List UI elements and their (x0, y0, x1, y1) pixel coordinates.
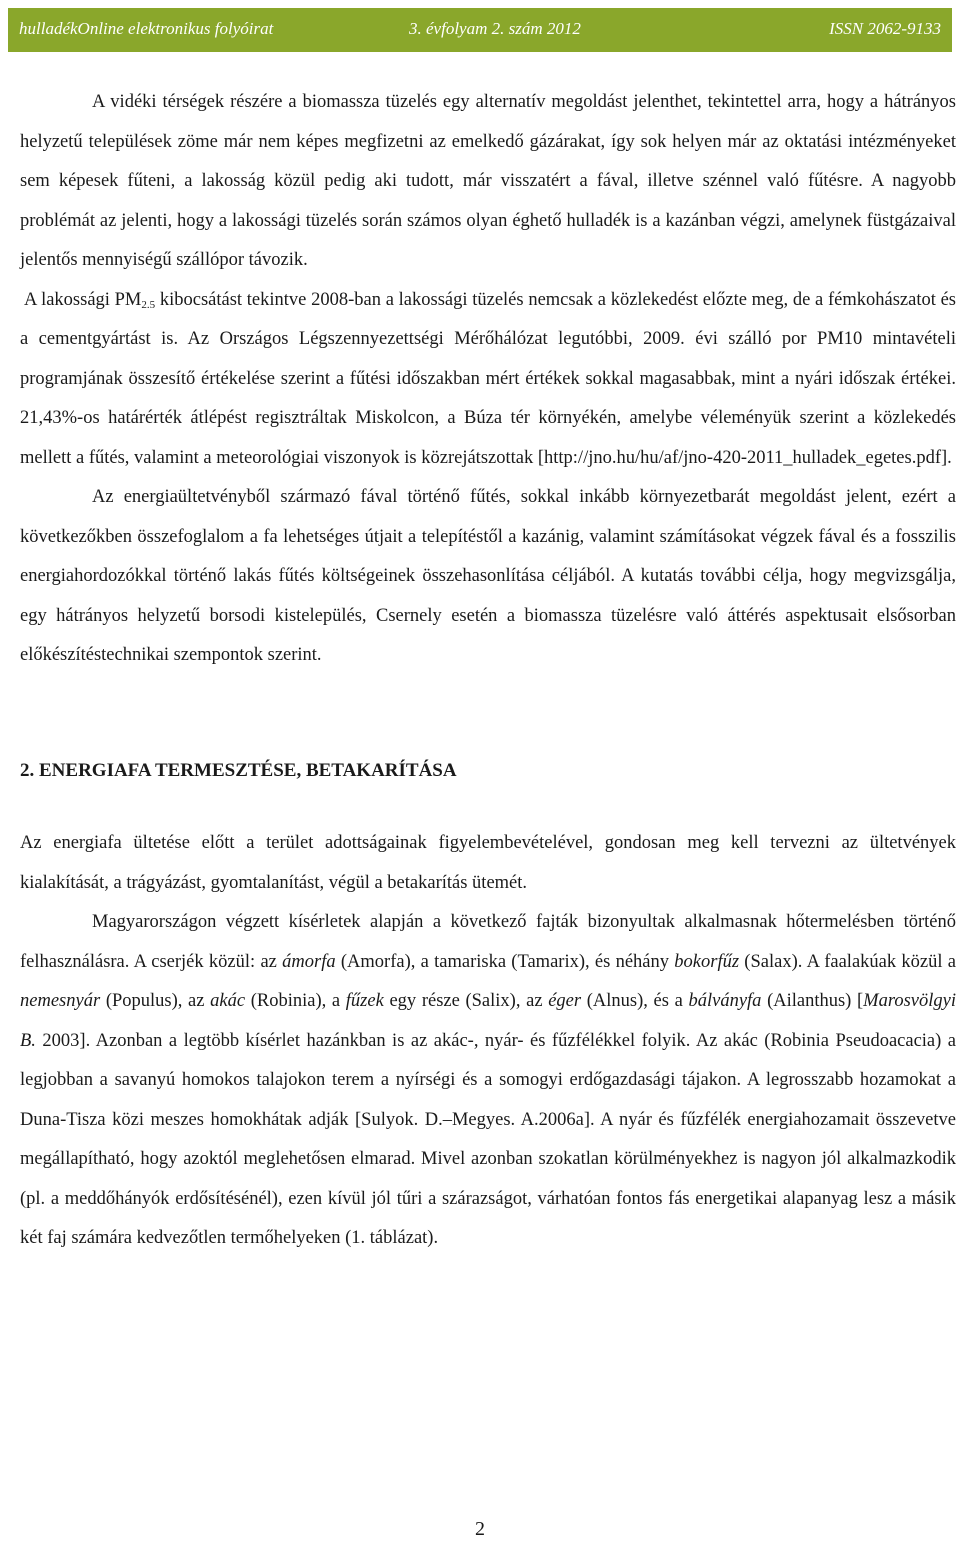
p5-text: (Alnus), és a (581, 991, 689, 1011)
paragraph-3: Az energiaültetvényből származó fával történő fűtés, sokkal inkább környezetbarát megoldást jelent, ezért a következőkben összefoglalom a fa lehetséges útjait a telepítéstől a kazánig, valamint számításokat végzek fával és a fosszilis energiahordozókkal történő lakás fűtés költségeinek összehasonlítása céljából. A kutatás további célja, hogy megvizsgálja, egy hátrányos helyzetű borsodi kistelepülés, Csernely esetén a biomassza tüzelésre való áttérés aspektusait elsősorban előkészítéstechnikai szempontok szerint. (20, 487, 956, 665)
p5-text: egy része (Salix), az (383, 991, 549, 1011)
p5-text: (Ailanthus) [ (761, 991, 864, 1011)
species-name: bálványfa (688, 991, 762, 1011)
citation-author: Marosvölgyi B. (20, 991, 956, 1051)
species-name: éger (548, 991, 582, 1011)
paragraph-2-text: kibocsátást tekintve 2008-ban a lakossági tüzelés nemcsak a közlekedést előzte meg, de a fémkohászatot és a cementgyártást is. Az Országos Légszennyezettségi Mérőhálózat legutóbbi, 2009. évi szálló por PM10 mintavételi programjának összesítő értékelése szerint a fűtési időszakban mért értékek sokkal magasabbak, mint a nyári időszak értékei. 21,43%-os határérték átlépést regisztráltak Miskolcon, a Búza tér környékén, amelybe véleményük szerint a közlekedés mellett a fűtés, valamint a meteorológiai viszonyok is közrejátszottak [http://jno.hu/hu/af/jno-420-2011_hulladek_egetes.pdf]. (20, 289, 956, 468)
section-heading: 2. ENERGIAFA TERMESZTÉSE, BETAKARÍTÁSA (20, 759, 457, 781)
species-name: fűzek (345, 991, 384, 1011)
issue-info: 3. évfolyam 2. szám 2012 (409, 19, 581, 38)
species-name: akác (210, 991, 246, 1011)
p5-text: 2003]. Azonban a legtöbb kísérlet hazánkban is az akác-, nyár- és fűzfélékkel folyik. Az akác (Robinia Pseudoacacia) a legjobban a savanyú homokos talajokon terem a nyírségi és a somogyi erdőgazdasági tájakon. A legrosszabb hozamokat a Duna-Tisza közi meszes homokhátak adják [Sulyok. D.–Megyes. A.2006a]. A nyár és fűzfélék energiahozamait összevetve megállapítható, hogy azoktól meglehetősen elmarad. Mivel azonban szokatlan körülményekhez is nagyon jól alkalmazkodik (pl. a meddőhányók erdősítésénél), ezen kívül jól tűri a szárazságot, várhatóan fontos fás energetikai alapanyag lesz a másik két faj számára kedvezőtlen termőhelyeken (1. táblázat). (20, 1030, 956, 1248)
species-name: bokorfűz (674, 951, 740, 972)
paragraph-1 (20, 83, 956, 281)
p5-text: (Salax). A faalakúak közül a (739, 951, 956, 972)
paragraph-5 (20, 903, 956, 1259)
paragraph-2 (20, 281, 956, 479)
journal-header-bar (8, 8, 952, 52)
pm-text: A lakossági PM (24, 289, 142, 310)
pm-subscript: 2.5 (141, 298, 156, 311)
species-name: nemesnyár (20, 991, 101, 1011)
paragraph-1-part-a: A vidéki térségek részére a biomassza tüzelés egy alternatív megoldást jelenthet, tekintettel arra, hogy a hátrányos helyzetű települések zöme már nem képes megfizetni az emelkedő gázárakat, így sok helyen már az oktatási intézményeket sem képesek fűteni, a lakosság közül pedig aki tudott, már visszatért a fával, illetve szénnel való fűtésre. (20, 92, 956, 191)
p5-text: (Populus), az (100, 991, 211, 1011)
species-name: ámorfa (282, 951, 336, 972)
journal-title: hulladékOnline elektronikus folyóirat (19, 19, 274, 38)
issn: ISSN 2062-9133 (829, 19, 941, 38)
paragraph-4: Az energiafa ültetése előtt a terület adottságainak figyelembevételével, gondosan meg kell tervezni az ültetvények kialakítását, a trágyázást, gyomtalanítást, végül a betakarítás ütemét. (20, 833, 956, 893)
page-number: 2 (475, 1518, 485, 1540)
article-body (20, 83, 956, 1259)
p5-text: (Robinia), a (245, 991, 346, 1011)
paragraph-1-part-b: A nagyobb problémát az jelenti, hogy a lakossági tüzelés során számos olyan éghető hulladék is a kazánban végzi, amelynek füstgázaival jelentős mennyiségű szállópor távozik. (20, 171, 956, 270)
p5-text: (Amorfa), a tamariska (Tamarix), és néhány (335, 951, 675, 972)
p5-text: Magyarországon végzett kísérletek alapján a következő fajták bizonyultak alkalmasnak hőtermelésben történő felhasználásra. A cserjék közül: az (20, 912, 956, 972)
